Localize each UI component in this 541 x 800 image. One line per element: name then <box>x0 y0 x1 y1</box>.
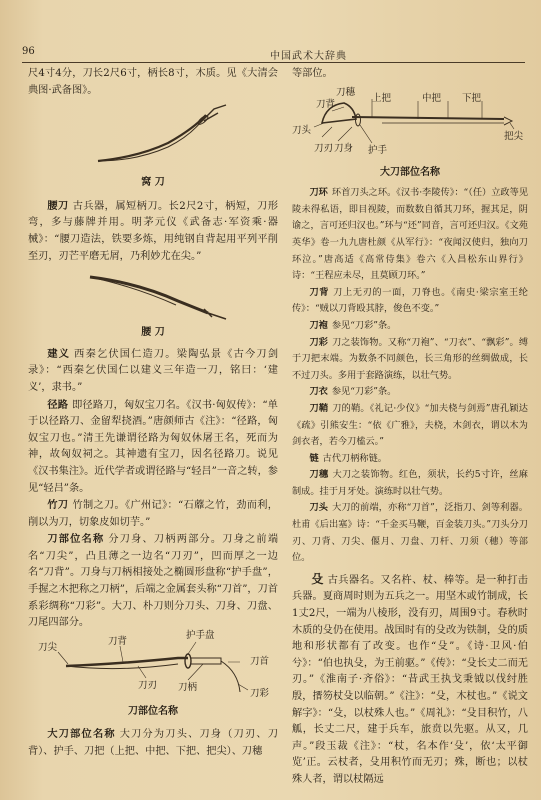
entry-body: 分刀身、刀柄两部分。刀身之前端名“刀尖”，凸且薄之一边名“刀刃”，凹而厚之一边名“刀背”。刀身与刀柄相接处之椭圆形盘称“护手盘”，手握之木把称之刀柄”，后端之金属套头称“刀首”，刀首系彩绸称“刀彩”。大刀、朴刀则分刀头、刀身、刀盘、刀尾四部分。 <box>28 534 279 629</box>
entry-body: 古代刀柄称链。 <box>322 452 387 464</box>
label-hu-shou-pan: 护手盘 <box>186 629 215 641</box>
entry-body: 大刀分为刀头、刀身（刀刃、刀背）、护手、刀把（上把、中把、下把、把尖）、刀穗 <box>28 729 279 758</box>
entry-body: 竹制之刀。《广州记》：“石蘼之竹，劲而利，削以为刀，切象皮如切芋。” <box>28 500 278 528</box>
label-dao-bing: 刀柄 <box>178 681 198 693</box>
entry-dao-tou <box>292 500 528 566</box>
entry-body: 大刀的前端，亦称“刀首”，泛指刀、剑等利器。杜甫《后出塞》诗：“千金买马鞭，百金装刀头。”刀头分刀刃、刀背、刀尖、偃月、刀盘、刀杆、刀须（穗）等部位。 <box>292 502 528 564</box>
entry-body: 参见“刀彩”条。 <box>331 386 397 398</box>
entry-dao-bei <box>292 285 528 318</box>
label-hu-shou: 护手 <box>368 144 388 156</box>
label-dao-shou: 刀首 <box>250 655 270 667</box>
entry-body: 刀的鞘。《礼记·少仪》“加夫桡与剑焉”唐孔颖达《疏》引熊安生：“依《广雅》，夫桡，木剑衣，谓以木为剑衣者，若今刀榼云。” <box>292 402 528 448</box>
page-number: 96 <box>22 46 35 57</box>
headword: 刀鞘 <box>309 402 329 414</box>
entry-yao-dao <box>28 198 278 265</box>
entry-body: 环首刀头之环。《汉书·李陵传》：“（任）立政等见陵未得私语，即目视陵，而数数自循其刀环，握其足，阴谕之，言可还归汉也。”环与“还”同音，言可还归汉。《文苑英华》卷一九九唐杜颜《从军行》：“夜闻汉使归，独向刀环泣。”唐高适《高常侍集》卷六《入昌松东山界行》诗：“王程应未尽，且莫顾刀环。” <box>292 187 529 282</box>
label-ba-jian: 把尖 <box>504 130 524 142</box>
figure-caption-dao-parts: 刀部位名称 <box>128 705 178 717</box>
running-title: 中国武术大辞典 <box>270 51 347 62</box>
headword: 大刀部位名称 <box>47 728 116 741</box>
entry-body: 古兵器，属短柄刀。长2尺2寸，柄短，刀形弯，多与藤牌并用。明茅元仪《武备志·军资乘·器械》：“腰刀造法，铁要多炼，用纯钢自背起用平列平削至刃，刃芒平磨无屑，乃利妙尤在尖。” <box>28 200 279 262</box>
entry-dao-yi <box>292 384 528 401</box>
entry-dao-sui <box>292 467 528 500</box>
headword: 建义 <box>47 347 71 360</box>
entry-zhu-dao <box>28 497 278 531</box>
label-dao-sui: 刀穗 <box>336 86 356 98</box>
label-dao-cai: 刀彩 <box>250 687 270 699</box>
headword: 刀部位名称 <box>47 533 105 546</box>
headword: 殳 <box>311 571 324 586</box>
label-dao-jian: 刀尖 <box>38 641 58 653</box>
entry-body: 古兵器名。又名杵、杖、棒等。是一种打击兵器。夏商周时则为五兵之一。用坚木或竹制成，长1丈2尺，一端为八棱形，没有刃，周围9寸。春秋时木质的殳仍在使用。战国时有的殳改为铁制，殳的质地和形状都有了改变。也作“殳”。《诗·卫风·伯兮》：“伯也执殳，为王前驱。”《传》：“殳长丈二而无刃。”《淮南子·齐俗》：“昔武王执戈秉钺以伐纣胜殷，搢笏杖殳以临朝。”《注》：“殳，木杖也。”《说文解字》：“殳，以杖殊人也。”《周礼》：“殳目积竹，八觚，长丈二尺，建于兵车，旅贲以先驱。从又，几声。”段玉裁《注》：“杖，名本作‘殳’，依‘太平御览’正。云杖者，殳用积竹而无刃；殊，断也；以杖殊人者，谓以杖隔远 <box>292 574 528 785</box>
small-entries <box>292 185 528 567</box>
headword: 径路 <box>47 398 69 411</box>
entry-dao-cai <box>292 335 528 385</box>
label-zhong-ba: 中把 <box>422 92 442 104</box>
label-dao-shen: 刀身 <box>334 142 354 154</box>
wo-dao-illustration <box>28 99 278 175</box>
entry-dao-bu-wei <box>28 531 278 632</box>
label-dao-tou: 刀头 <box>292 124 312 136</box>
headword: 竹刀 <box>47 499 69 512</box>
label-dao-ren: 刀刃 <box>138 679 158 691</box>
figure-caption-yao-dao: 腰 刀 <box>141 327 165 339</box>
entry-body: 即径路刀，匈奴宝刀名。《汉书·匈奴传》：“单于以径路刀、金留犁挠酒。”唐颜师古《注》：“径路，匈奴宝刀也。”清王先谦谓径路为匈奴休屠王名，死而为神，故匈奴祠之。其神遗有宝刀，因名径路刀。说见《汉书集注》。近代学者或谓径路与“轻吕”一音之转，参见“轻吕”条。 <box>28 399 278 494</box>
right-column <box>292 66 528 789</box>
entry-body: 西秦乞伏国仁造刀。梁陶弘景《古今刀剑录》：“西秦乞伏国仁以建义三年造一刀，铭曰：‘建义’，隶书。” <box>28 348 279 393</box>
entry-body: 刀之装饰物。又称“刀袍”、“刀衣”、“飘彩”。缚于刀把末端。为数条不同颜色，长三角形的丝绸做成，长不过刀头。多用于套路演练，以壮气势。 <box>292 336 529 381</box>
headword: 刀袍 <box>309 319 328 331</box>
headword: 链 <box>309 452 319 464</box>
entry-dao-huan <box>292 185 528 285</box>
yao-dao-illustration <box>28 265 278 325</box>
intro-paragraph: 尺4寸4分，刀长2尺6寸，柄长8寸，木质。见《大清会典图·武备图》。 <box>28 68 278 96</box>
label-shang-ba: 上把 <box>372 92 392 104</box>
entry-dao-qiao <box>292 401 528 451</box>
headword: 刀头 <box>309 502 329 514</box>
entry-jing-lu <box>28 397 278 498</box>
label-dao-bei: 刀背 <box>316 98 336 110</box>
headword: 刀彩 <box>309 336 329 348</box>
da-dao-parts-diagram <box>292 83 528 165</box>
entry-jian-yi <box>28 346 278 397</box>
entry-body: 大刀之装饰物。红色，须状，长约5寸许，丝麻制成。挂于月牙处。演练时以壮气势。 <box>292 469 528 497</box>
figure-caption-da-dao: 大刀部位名称 <box>380 166 440 178</box>
headword: 刀环 <box>309 187 328 199</box>
entry-body: 刀上无刃的一面，刀脊也。《南史·梁宗室王纶传》：“贼以刀背殴其脖，俊色不变。” <box>292 286 528 315</box>
entry-lian <box>292 451 528 468</box>
figure-caption-wo-dao: 窝 刀 <box>141 177 165 189</box>
label-xia-ba: 下把 <box>462 92 482 104</box>
continuation-text: 等部位。 <box>292 68 333 79</box>
entry-body: 参见“刀彩”条。 <box>331 319 397 331</box>
headword: 刀衣 <box>309 386 328 398</box>
headword: 腰刀 <box>47 199 69 212</box>
headword: 刀穗 <box>309 469 329 481</box>
label-dao-ren: 刀刃 <box>314 142 334 154</box>
entry-shu <box>292 571 528 789</box>
entry-da-dao-bu-wei <box>28 726 278 760</box>
entry-dao-pao <box>292 318 528 335</box>
left-column <box>28 66 278 761</box>
dao-parts-diagram <box>28 629 278 704</box>
label-dao-bei: 刀背 <box>108 635 128 647</box>
headword: 刀背 <box>309 286 330 298</box>
header-rule <box>22 62 525 63</box>
